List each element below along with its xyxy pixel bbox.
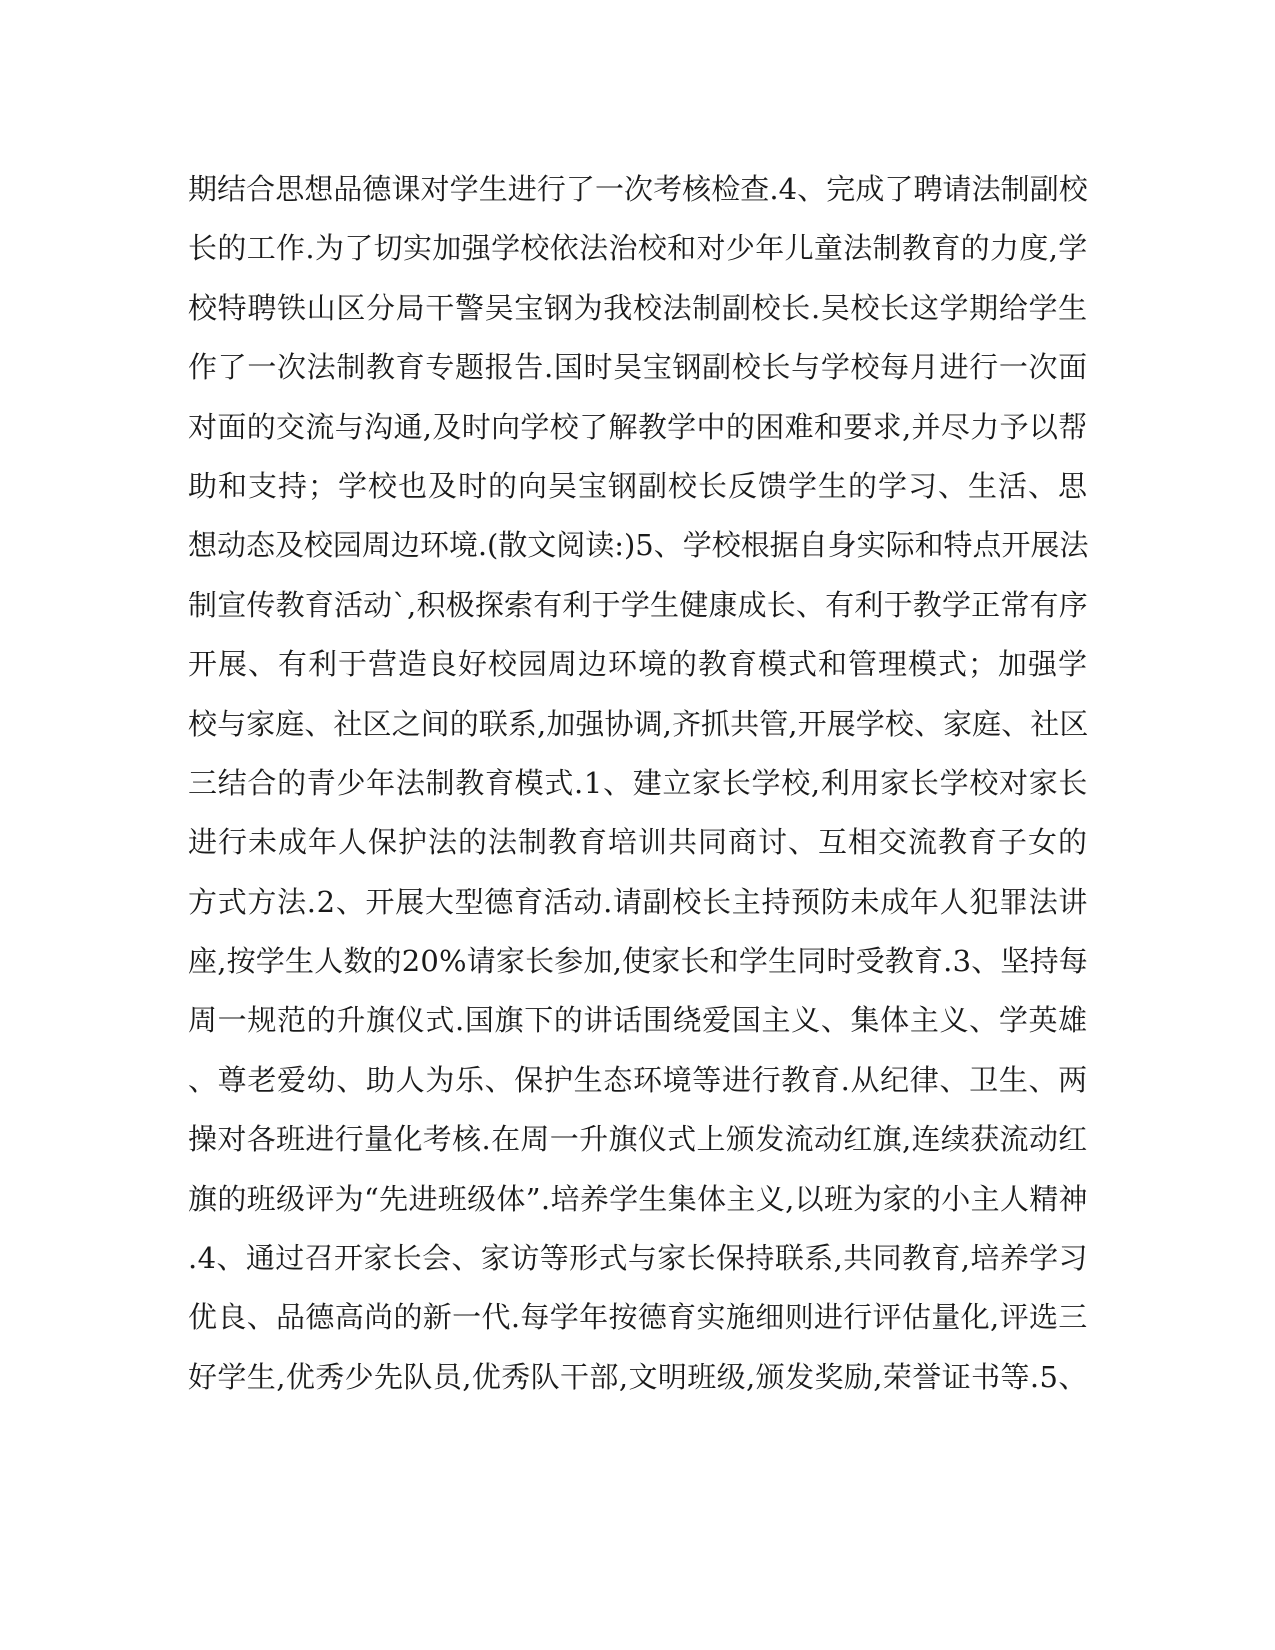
text-line-10: 校与家庭、社区之间的联系,加强协调,齐抓共管,开展学校、家庭、社区	[188, 706, 1089, 741]
text-line-21: 好学生,优秀少先队员,优秀队干部,文明班级,颁发奖励,荣誉证书等.5、	[188, 1359, 1088, 1394]
text-line-15: 周一规范的升旗仪式.国旗下的讲话围绕爱国主义、集体主义、学英雄	[188, 1003, 1088, 1038]
text-line-9: 开展、有利于营造良好校园周边环境的教育模式和管理模式；加强学	[188, 647, 1089, 682]
text-line-17: 操对各班进行量化考核.在周一升旗仪式上颁发流动红旗,连续获流动红	[188, 1122, 1088, 1157]
text-line-4: 作了一次法制教育专题报告.国时吴宝钢副校长与学校每月进行一次面	[188, 350, 1088, 385]
text-line-16: 、尊老爱幼、助人为乐、保护生态环境等进行教育.从纪律、卫生、两	[188, 1062, 1088, 1097]
text-line-1: 期结合思想品德课对学生进行了一次考核检查.4、完成了聘请法制副校	[188, 172, 1088, 206]
text-line-11: 三结合的青少年法制教育模式.1、建立家长学校,利用家长学校对家长	[188, 765, 1089, 800]
text-line-3: 校特聘铁山区分局干警吴宝钢为我校法制副校长.吴校长这学期给学生	[188, 290, 1088, 325]
text-line-2: 长的工作.为了切实加强学校依法治校和对少年儿童法制教育的力度,学	[188, 231, 1088, 266]
text-line-14: 座,按学生人数的20%请家长参加,使家长和学生同时受教育.3、坚持每	[188, 944, 1088, 979]
text-line-7: 想动态及校园周边环境.(散文阅读:)5、学校根据自身实际和特点开展法	[188, 528, 1089, 563]
text-line-12: 进行未成年人保护法的法制教育培训共同商讨、互相交流教育子女的	[188, 825, 1089, 860]
text-line-19: .4、通过召开家长会、家访等形式与家长保持联系,共同教育,培养学习	[188, 1241, 1088, 1276]
text-line-6: 助和支持；学校也及时的向吴宝钢副校长反馈学生的学习、生活、思	[188, 468, 1089, 503]
text-line-18: 旗的班级评为“先进班级体”.培养学生集体主义,以班为家的小主人精神	[188, 1181, 1088, 1216]
text-line-20: 优良、品德高尚的新一代.每学年按德育实施细则进行评估量化,评选三	[188, 1300, 1088, 1335]
text-line-5: 对面的交流与沟通,及时向学校了解教学中的困难和要求,并尽力予以帮	[188, 409, 1088, 444]
text-line-13: 方式方法.2、开展大型德育活动.请副校长主持预防未成年人犯罪法讲	[188, 884, 1089, 919]
text-line-8: 制宣传教育活动`,积极探索有利于学生健康成长、有利于教学正常有序	[188, 587, 1088, 622]
body-text	[188, 160, 1088, 1407]
